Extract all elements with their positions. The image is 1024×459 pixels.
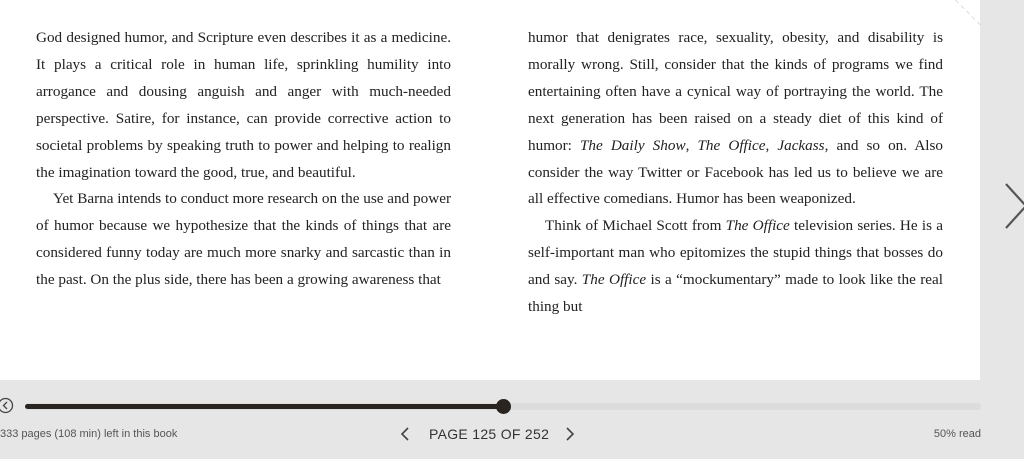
italic-title: The Office bbox=[725, 217, 790, 235]
text-run: , bbox=[765, 136, 778, 154]
italic-title: The Daily Show bbox=[579, 136, 686, 154]
text-run: is a “mockumentary” made to look like the real thing but bbox=[528, 271, 943, 316]
left-column bbox=[36, 25, 451, 294]
paragraph: Yet Barna intends to conduct more research on the use and power of humor because we hypothesize that the kinds of things that are considered funny today are much more snarky and sarcastic than in the past. On the plus side, there has been a growing awareness that bbox=[36, 190, 451, 289]
right-column bbox=[528, 25, 943, 321]
paragraph bbox=[528, 213, 943, 321]
chevron-right-icon[interactable] bbox=[563, 426, 577, 442]
progress-fill bbox=[25, 404, 503, 409]
italic-title: The Office bbox=[581, 271, 647, 289]
page-number-label: PAGE 125 OF 252 bbox=[429, 426, 550, 442]
progress-thumb[interactable] bbox=[496, 399, 511, 414]
text-run: , and so on. Also consider the way Twitter or Facebook has led us to believe we are all effective comedians. Humor has been weaponized. bbox=[528, 136, 944, 208]
percent-read-label: 50% read bbox=[933, 428, 981, 440]
chevron-right-icon[interactable] bbox=[1002, 180, 1024, 232]
chevron-left-icon[interactable] bbox=[398, 426, 412, 442]
text-run: television series. He is a self-important man who epitomizes the stupid things that bosses do and say. bbox=[528, 217, 943, 289]
text-run: , bbox=[685, 136, 698, 154]
circle-back-icon[interactable] bbox=[0, 397, 14, 414]
italic-title: Jackass bbox=[777, 136, 825, 154]
paragraph bbox=[528, 25, 943, 213]
pages-left-label: 333 pages (108 min) left in this book bbox=[0, 428, 178, 440]
paragraph: God designed humor, and Scripture even describes it as a medicine. It plays a critical role in human life, sprinkling humility into arrogance and dousing anguish and anger with much-needed perspective. Satire, for instance, can provide corrective action to societal problems by speaking truth to power and helping to realign the imagination toward the good, true, and beautiful. bbox=[36, 29, 451, 181]
page-navigation bbox=[398, 424, 577, 444]
page-curl[interactable] bbox=[955, 0, 1006, 25]
text-run: humor that denigrates race, sexuality, obesity, and disability is morally wrong. Still, consider that the kinds of programs we find entertaining often have a cynical way of portraying the world. The next generation has been raised on a steady diet of this kind of humor: bbox=[528, 29, 943, 154]
italic-title: The Office bbox=[697, 136, 766, 154]
text-run: Think of Michael Scott from bbox=[545, 217, 726, 235]
